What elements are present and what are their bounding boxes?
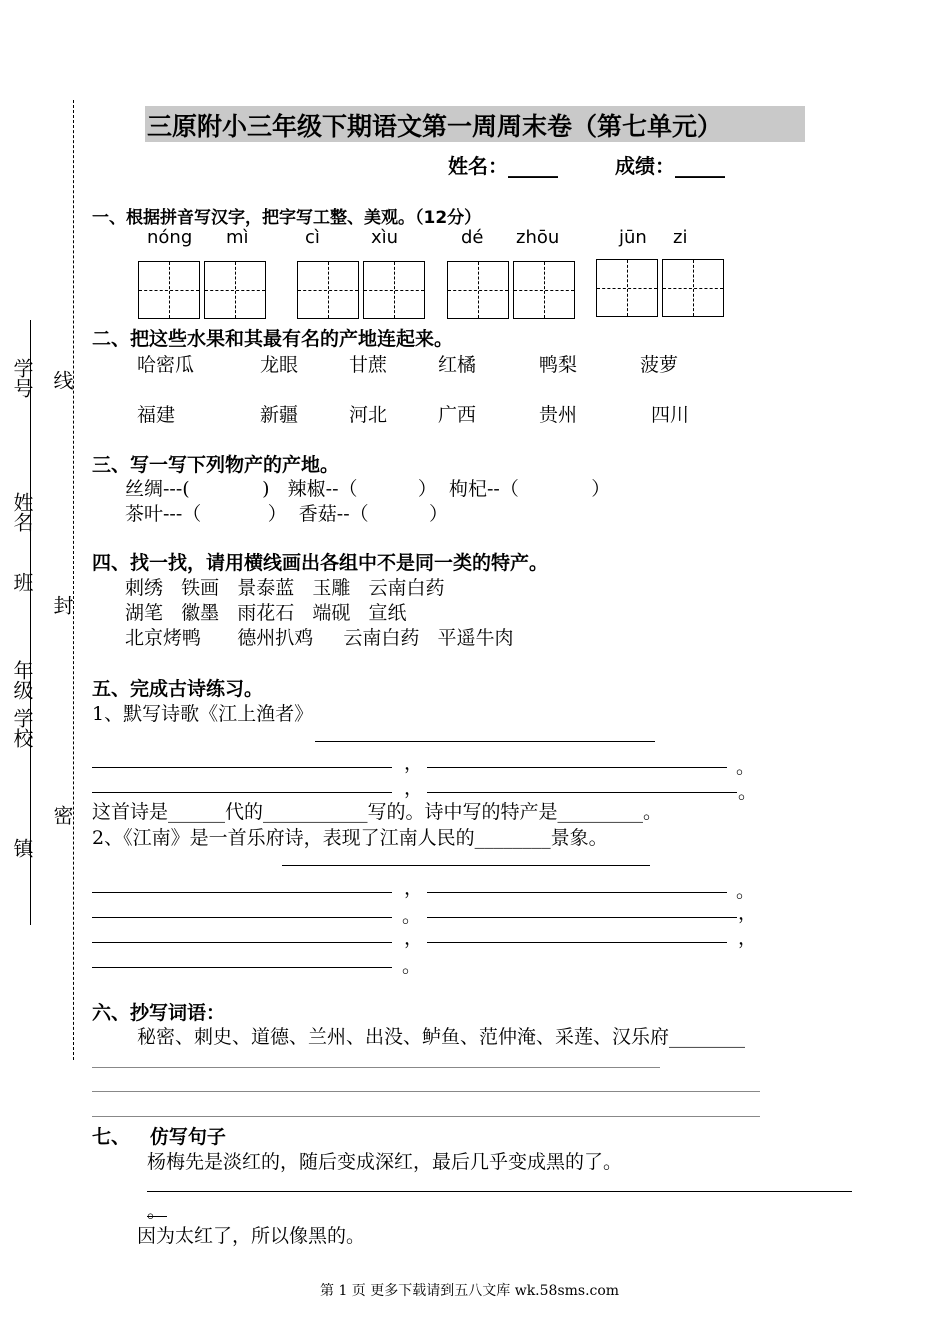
poem1-fill-sentence[interactable]: 这首诗是______代的___________写的。诗中写的特产是_________。 [92,801,663,823]
place-3[interactable]: 河北 [349,404,388,426]
section5-heading: 五、完成古诗练习。 [92,678,264,700]
pinyin-6: zhōu [516,227,560,248]
place-2[interactable]: 新疆 [260,404,299,426]
section7-heading: 七、 仿写句子 [92,1126,226,1148]
poem2-comma-3: ， [404,927,424,949]
margin-class-label: 班 [10,572,34,592]
poem1-period-1: 。 [736,756,756,778]
poem1-period-2: 。 [738,781,758,803]
writing-box-2[interactable] [204,261,266,319]
poem2-line-3b[interactable] [427,942,727,943]
writing-box-3[interactable] [297,261,359,319]
section6-heading: 六、抄写词语： [92,1002,226,1024]
poem2-period-1: 。 [736,880,756,902]
section4-line2[interactable]: 湖笔 徽墨 雨花石 端砚 宣纸 [125,602,407,624]
section1-heading: 一、根据拼音写汉字，把字写工整、美观。（12分） [92,208,482,228]
poem1-title-line[interactable] [315,741,655,742]
poem2-period-3: 。 [402,955,422,977]
poem2-line-4a[interactable] [92,967,392,968]
writing-box-8[interactable] [662,259,724,317]
pinyin-1: nóng [147,227,193,248]
pinyin-4: xìu [371,227,399,248]
fruit-3[interactable]: 甘蔗 [349,354,388,376]
place-1[interactable]: 福建 [137,404,176,426]
writing-box-1[interactable] [138,261,200,319]
fruit-5[interactable]: 鸭梨 [539,354,578,376]
poem1-line-1a[interactable] [92,767,392,768]
writing-box-4[interactable] [363,261,425,319]
dashed-binding-line [73,100,74,1060]
fruit-2[interactable]: 龙眼 [260,354,299,376]
imitation-answer-line[interactable] [147,1191,852,1192]
section4-line1[interactable]: 刺绣 铁画 景泰蓝 玉雕 云南白药 [125,577,445,599]
place-4[interactable]: 广西 [438,404,477,426]
page-footer: 第 1 页 更多下载请到五八文库 wk.58sms.com [320,1283,620,1299]
score-field[interactable]: 成绩：_____ [615,154,725,178]
poem1-line-2b[interactable] [427,792,737,793]
poem1-line-1b[interactable] [427,767,727,768]
pinyin-2: mì [226,227,249,248]
margin-grade-label: 年级 [10,660,34,700]
place-6[interactable]: 四川 [651,404,690,426]
poem2-period-2: 。 [402,905,422,927]
writing-box-7[interactable] [596,259,658,317]
pinyin-7: jūn [619,227,647,248]
poem2-title-line[interactable] [282,865,650,866]
poem2-comma-2: ， [738,902,758,924]
poem1-comma-2: ， [404,777,424,799]
writing-box-5[interactable] [447,261,509,319]
pinyin-5: dé [461,227,484,248]
poem2-line-1a[interactable] [92,892,392,893]
student-name-field[interactable]: 姓名：_____ [448,154,558,178]
margin-number-label: 学号 [10,358,34,398]
poem2-line-3a[interactable] [92,942,392,943]
section2-heading: 二、把这些水果和其最有名的产地连起来。 [92,328,454,350]
model-sentence-2: 因为太红了，所以像黑的。 [137,1225,366,1247]
margin-solid-line [30,320,31,925]
page-title: 三原附小三年级下期语文第一周周末卷（第七单元） [147,112,723,141]
imitation-end-underline [147,1216,167,1217]
pinyin-3: cì [305,227,320,248]
margin-xian-label: 线 [50,370,74,390]
fruit-1[interactable]: 哈密瓜 [137,354,195,376]
poem2-line-1b[interactable] [427,892,727,893]
fruit-4[interactable]: 红橘 [438,354,477,376]
copy-line-3[interactable] [92,1116,760,1117]
poem2-comma-4: ， [738,927,758,949]
section3-heading: 三、写一写下列物产的产地。 [92,454,340,476]
copy-line-1[interactable] [92,1067,660,1068]
poem2-line-2b[interactable] [427,917,737,918]
poem2-question[interactable]: 2、《江南》是一首乐府诗，表现了江南人民的________景象。 [92,827,608,849]
margin-name-label: 姓名 [10,492,34,532]
poem1-question: 1、默写诗歌《江上渔者》 [92,703,314,725]
poem1-line-2a[interactable] [92,792,392,793]
poem2-line-2a[interactable] [92,917,392,918]
section4-heading: 四、找一找，请用横线画出各组中不是同一类的特产。 [92,552,549,574]
poem1-comma-1: ， [404,752,424,774]
imitation-end-mark: 。 [147,1200,167,1222]
poem2-comma-1: ， [404,877,424,899]
copy-words: 秘密、刺史、道德、兰州、出没、鲈鱼、范仲淹、采莲、汉乐府________ [137,1026,746,1048]
margin-town-label: 镇 [10,838,34,858]
copy-line-2[interactable] [92,1091,760,1092]
section3-line2[interactable]: 茶叶---（ ） 香菇--（ ） [125,503,449,525]
margin-mi-label: 密 [50,805,74,825]
section3-line1[interactable]: 丝绸---( ) 辣椒--（ ） 枸杞--（ ） [125,478,611,500]
model-sentence-1: 杨梅先是淡红的，随后变成深红，最后几乎变成黑的了。 [147,1151,623,1173]
place-5[interactable]: 贵州 [539,404,578,426]
pinyin-8: zi [673,227,688,248]
margin-school-label: 学校 [10,708,34,748]
fruit-6[interactable]: 菠萝 [640,354,679,376]
writing-box-6[interactable] [513,261,575,319]
margin-feng-label: 封 [50,595,74,615]
section4-line3[interactable]: 北京烤鸭 德州扒鸡 云南白药 平遥牛肉 [125,627,514,649]
